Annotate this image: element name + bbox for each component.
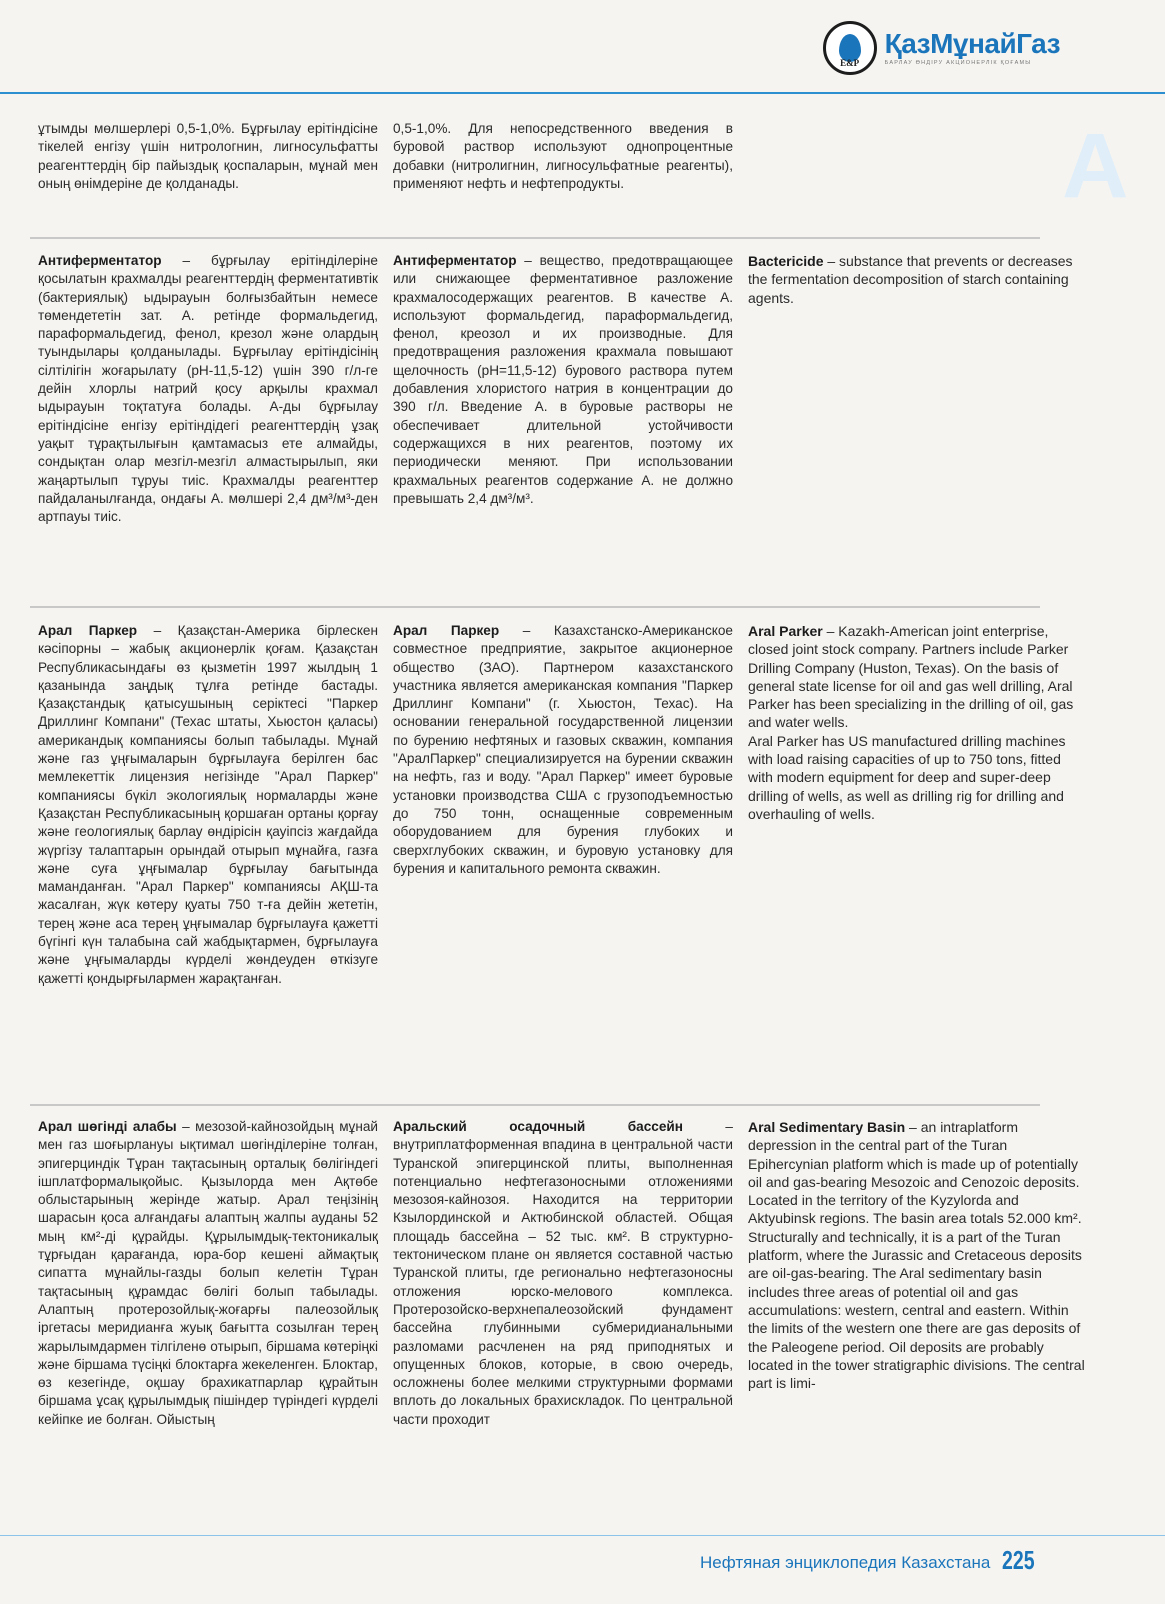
entry-text: – Kazakh-American joint enterprise, closed joint stock company. Partners include Parker Drilling Company (Huston, Texas). On the basis of general state license for oil and gas well drilling, Aral Parker has been specializing in the drilling of oil, gas and water wells.	[748, 623, 1074, 731]
entry-aral-parker	[38, 622, 1088, 988]
entry-term: Aral Parker	[748, 623, 823, 639]
entry-text: ұтымды мөлшерлері 0,5-1,0%. Бұрғылау ерітіндісіне тікелей енгізу үшін нитрологнин, лигносульфатты реагенттердің бір пайыздық қоспаларын, мұнай мен оның өнімдеріне де қолданады.	[38, 121, 378, 191]
entry-text: – substance that prevents or decreases the fermentation decomposition of starch containing agents.	[748, 253, 1073, 306]
header-rule	[0, 92, 1165, 94]
entry-term: Арал Паркер	[393, 623, 500, 638]
entry-term: Aral Sedimentary Basin	[748, 1119, 906, 1135]
footer-rule	[0, 1535, 1165, 1536]
entry-kazakh	[38, 252, 378, 526]
entry-russian	[393, 622, 733, 988]
entry-english	[748, 252, 1088, 526]
company-logo	[823, 18, 1060, 78]
entry-continuation	[38, 120, 1088, 193]
entry-aral-basin	[38, 1118, 1088, 1429]
entry-english	[748, 622, 1088, 988]
page-number: 225	[1002, 1545, 1035, 1575]
entry-term: Bactericide	[748, 253, 824, 269]
entry-term: Арал Паркер	[38, 623, 138, 638]
entry-english	[748, 1118, 1088, 1429]
divider	[30, 237, 1040, 239]
entry-text: – бұрғылау ерітінділеріне қосылатын крахмалды реагенттердің ферментативтік (бактериялық) ыдырауын болғызбайтын немесе төмендететін зат. А. ретінде формальдегид, параформальдегид, фенол, крезол және олардың туындылары қолданылады. Бұрғылау ерітіндісінің сілтілігін жоғарылату (рН-11,5-12) үшін 390 г/л-ге дейін хлорлы натрий қосу арқылы крахмал ыдырауын тоқтатуға болады. А-ды бұрғылау ерітіндісіне енгізу ерітіндідегі реагенттердің ұзақ уақыт тұрақтылығын қамтамасыз ете алмайды, сондықтан олар мезгіл-мезгіл алмастырылып, яки жаңартылып тұруы тиіс. Крахмалды реагенттер пайдаланылғанда, ондағы А. мөлшері 2,4 дм³/м³-ден артпауы тиіс.	[38, 253, 378, 525]
footer-title: Нефтяная энциклопедия Казахстана	[700, 1553, 991, 1572]
section-letter-mark: А	[1062, 115, 1129, 217]
entry-russian	[393, 1118, 733, 1429]
divider	[30, 1104, 1040, 1106]
entry-text: – вещество, предотвращающее или снижающее ферментативное разложение крахмалосодержащих реагентов. В качестве А. используют формальдегид, параформальдегид, фенол, креозол и их производные. Для предотвращения разложения крахмала повышают щелочность (pH=11,5-12) бурового раствора путем добавления хлористого натрия в концентрации до 390 г/л. Введение А. в буровые растворы не обеспечивает длительной устойчивости содержащихся в них реагентов, поэтому их периодически меняют. При использовании крахмальных реагентов содержание А. не должно превышать 2,4 дм³/м³.	[393, 253, 733, 506]
logo-subtitle: БАРЛАУ ӨНДІРУ АКЦИОНЕРЛІК ҚОҒАМЫ	[884, 60, 1032, 66]
entry-term: Антиферментатор	[38, 253, 162, 268]
entry-text: – внутриплатформенная впадина в центральной части Туранской эпигерцинской плиты, выполненная потенциально нефтегазоносными отложениями мезозоя-кайнозоя. Находится на территории Кзылординской и Актюбинской областей. Общая площадь бассейна – 52 тыс. км². В структурно-тектоническом плане он является составной частью Туранской плиты, где регионально нефтегазоносны отложения юрско-мелового комплекса. Протерозойско-верхнепалеозойский фундамент бассейна глубинными субмеридианальными разломами расчленен на ряд приподнятых и опущенных блоков, которые, в свою очередь, осложнены более мелкими структурными формами вплоть до локальных брахискладок. По центральной части проходит	[393, 1119, 733, 1427]
entry-antifermentator	[38, 252, 1088, 526]
entry-text: – мезозой-кайнозойдың мұнай мен газ шоғырлануы ықтимал шөгінділеріне толған, эпигерциндік Тұран тақтасының орталық бөлігіндегі ішплатформалықойыс. Қызылорда мен Ақтөбе облыстарының жерінде жатыр. Арал теңізінің шарасын қоса алғандағы алаптың жалпы ауданы 52 мың км²-ді құрайды. Құрылымдық-тектоникалық тұрғыдан қарағанда, юра-бор кешені аймақтық сипатта мұнайлы-газды болып келетін Тұран тақтасының құрамдас бөлігі болып табылады. Алаптың протерозойлық-жоғарғы палеозойлық іргетасы меридианға жуық бағытта созылған терең жарылымдармен тілгіленө отырып, біршама көтеріңкі және біршама түсіңкі блоктарға жекеленген. Блоктар, өз кезегінде, оқшау брахикатпарлар құрайтын біршама ұсақ құрылымдық пішіндер түріндегі күрделі кейіпке ие болған. Ойыстың	[38, 1119, 378, 1427]
entry-kazakh	[38, 120, 378, 193]
entry-kazakh	[38, 622, 378, 988]
divider	[30, 606, 1040, 608]
entry-russian	[393, 252, 733, 526]
entry-text: 0,5-1,0%. Для непосредственного введения в буровой раствор используют однопроцентные добавки (нитролигнин, лигносульфатные реагенты), применяют нефть и нефтепродукты.	[393, 121, 733, 191]
entry-english	[748, 120, 1088, 193]
entry-term: Арал шөгінді алабы	[38, 1119, 177, 1134]
entry-text: – Қазақстан-Америка бірлескен кәсіпорны – жабық акционерлік қоғам. Қазақстан Республикасындағы өз қызметін 1997 жылдың 1 қазанында заңдық тұлға ретінде бастады. Қазақстандық қатысушының серіктесі "Паркер Дриллинг Компани" (Техас штаты, Хьюстон қаласы) американдық компаниясы болып табылады. Мұнай және газ ұңғымаларын бұрғылауға берілген бас мемлекеттік лицензия негізінде "Арал Паркер" компаниясы бүкіл экологиялық нормаларды және Қазақстан Республикасының қоршаған ортаны қорғау және геологиялық барлау өндірісін қауіпсіз жағдайда жүргізу талаптарын орындай отырып мұнайға, газға және суға ұңғымалар бұрғылау бағытында маманданған. "Арал Паркер" компаниясы АҚШ-та жасалған, жүк көтеру қуаты 750 т-ға дейін жететін, терең және аса терең ұңғымалар бұрғылауға қажетті бүгінгі күн талабына сай жабдықтармен, бұрғылауға және ұңғымаларды күрделі жөндеуден өткізуге қажетті қондырғылармен жарақтанған.	[38, 623, 378, 986]
entry-term: Антиферментатор	[393, 253, 517, 268]
entry-text: – Казахстанско-Американское совместное предприятие, закрытое акционерное общество (ЗАО). Партнером казахстанского участника является американская компания "Паркер Дриллинг Компани" (г. Хьюстон, Техас). На основании генеральной государственной лицензии по бурению нефтяных и газовых скважин, компания "АралПаркер" специализируется на бурении скважин на нефть, газ и воду. "Арал Паркер" имеет буровые установки производства США с грузоподъемностью до 750 тонн, оснащенные современным оборудованием для бурения глубоких и сверхглубоких скважин, и буровую установку для бурения и капитального ремонта скважин.	[393, 623, 733, 876]
entry-term: Аральский осадочный бассейн	[393, 1119, 683, 1134]
entry-text: – an intraplatform depression in the central part of the Turan Epihercynian platform which is made up of potentially oil and gas-bearing Mesozoic and Cenozoic deposits. Located in the territory of the Kyzylorda and Aktyubinsk regions. The basin area totals 52.000 km². Structurally and technically, it is a part of the Turan platform, where the Jurassic and Cretaceous deposits are oil-gas-bearing. The Aral sedimentary basin includes three areas of potential oil and gas accumulations: western, central and eastern. Within the limits of the western one there are gas deposits of the Paleogene period. Oil deposits are probably located in the tower stratigraphic divisions. The central part is limi-	[748, 1119, 1085, 1392]
entry-kazakh	[38, 1118, 378, 1429]
logo-emblem-label: E&P	[840, 58, 860, 68]
logo-name: ҚазМұнайГаз	[884, 28, 1060, 59]
entry-text-paragraph-2: Aral Parker has US manufactured drilling machines with load raising capacities of up to 750 tons, fitted with modern equipment for deep and super-deep drilling of wells, as well as drilling rig for drilling and overhauling of wells.	[748, 732, 1066, 822]
logo-emblem	[823, 21, 877, 75]
entry-russian	[393, 120, 733, 193]
